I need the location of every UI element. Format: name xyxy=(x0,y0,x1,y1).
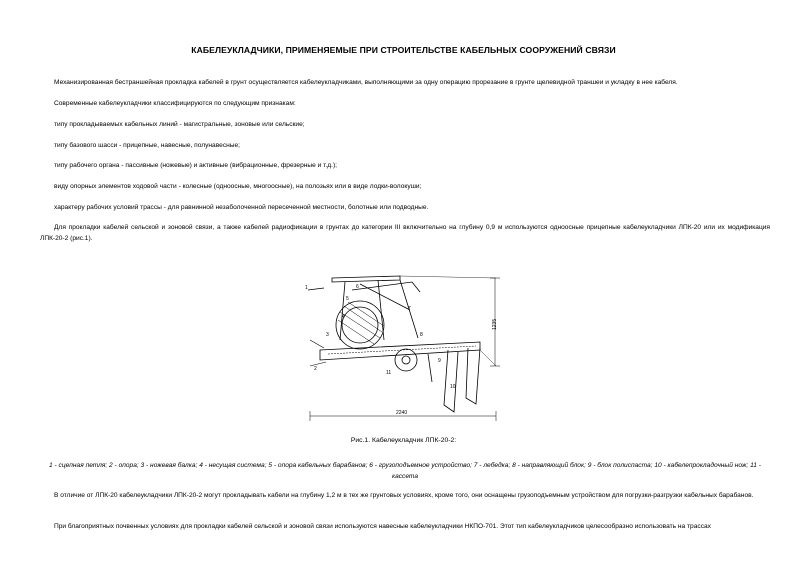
paragraph-lpk20: Для прокладки кабелей сельской и зоновой связи, а также кабелей радиофикации в грунтах до категории III включительно на глубину 0,9 м используются одноосные прицепные кабелеукладчики ЛПК-20 или их модификация ЛПК-20-2 (рис.1). xyxy=(40,224,770,242)
label-9: 9 xyxy=(438,358,441,364)
label-6: 6 xyxy=(356,284,359,290)
label-2: 2 xyxy=(314,366,317,372)
wheel xyxy=(395,349,417,371)
paragraph-nkpo: При благоприятных почвенных условиях для прокладки кабелей сельской и зоновой связи используются навесные кабелеукладчики НКПО-701. Этот тип кабелеукладчиков целесообразно использовать на трассах xyxy=(54,523,711,530)
paragraph-lpk20-2: В отличие от ЛПК-20 кабелеукладчики ЛПК-20-2 могут прокладывать кабели на глубину 1,2 м в тех же грунтовых условиях, кроме того, они оснащены грузоподъемным устройством для погрузки-разгрузки кабельных барабанов. xyxy=(54,492,754,499)
paragraph-intro: Механизированная бестраншейная прокладка кабелей в грунт осуществляется кабелеукладчиками, выполняющими за одну операцию прорезание в грунте щелевидной траншеи и укладку в нее кабеля. xyxy=(54,79,678,86)
figure-legend: 1 - сцепная петля; 2 - опора; 3 - ножевая балка; 4 - несущая система; 5 - опора кабельных барабанов; 6 - грузоподъемное устройство; 7 - лебедка; 8 - направляющий блок; 9 - блок полиспаста; 10 - кабелепрокладочный нож; 11 - кассета xyxy=(49,462,761,480)
list-item-support-elements: виду опорных элементов ходовой части - колесные (одноосные, многоосные), на полозьях или в виде лодки-волокуши; xyxy=(54,183,422,190)
tow-bar xyxy=(332,276,400,282)
label-3: 3 xyxy=(326,332,329,338)
label-4: 4 xyxy=(342,314,345,320)
list-item-line-type: типу прокладываемых кабельных линий - магистральные, зоновые или сельские; xyxy=(54,121,305,128)
label-10: 10 xyxy=(450,384,456,390)
cable-laying-knife xyxy=(444,350,458,412)
label-5: 5 xyxy=(346,296,349,302)
figure-caption: Рис.1. Кабелеукладчик ЛПК-20-2: xyxy=(350,437,457,444)
list-item-route-conditions: характеру рабочих условий трассы - для равнинной незаболоченной пересеченной местности, болотные или подводные. xyxy=(54,204,429,211)
label-11: 11 xyxy=(386,370,392,376)
dimension-height: 1235 xyxy=(492,318,498,330)
label-7: 7 xyxy=(408,306,411,312)
label-1: 1 xyxy=(305,285,308,291)
label-8: 8 xyxy=(420,332,423,338)
list-item-working-body: типу рабочего органа - пассивные (ножевые) и активные (вибрационные, фрезерные и т.д.); xyxy=(54,162,337,169)
page-title: КАБЕЛЕУКЛАДЧИКИ, ПРИМЕНЯЕМЫЕ ПРИ СТРОИТЕЛЬСТВЕ КАБЕЛЬНЫХ СООРУЖЕНИЙ СВЯЗИ xyxy=(191,45,616,55)
list-item-chassis-type: типу базового шасси - прицепные, навесные, полунавесные; xyxy=(54,142,240,149)
paragraph-classification: Современные кабелеукладчики классифицируются по следующим признакам: xyxy=(54,100,296,107)
dimension-width: 2240 xyxy=(396,410,408,416)
cable-layer-drawing xyxy=(300,270,510,430)
